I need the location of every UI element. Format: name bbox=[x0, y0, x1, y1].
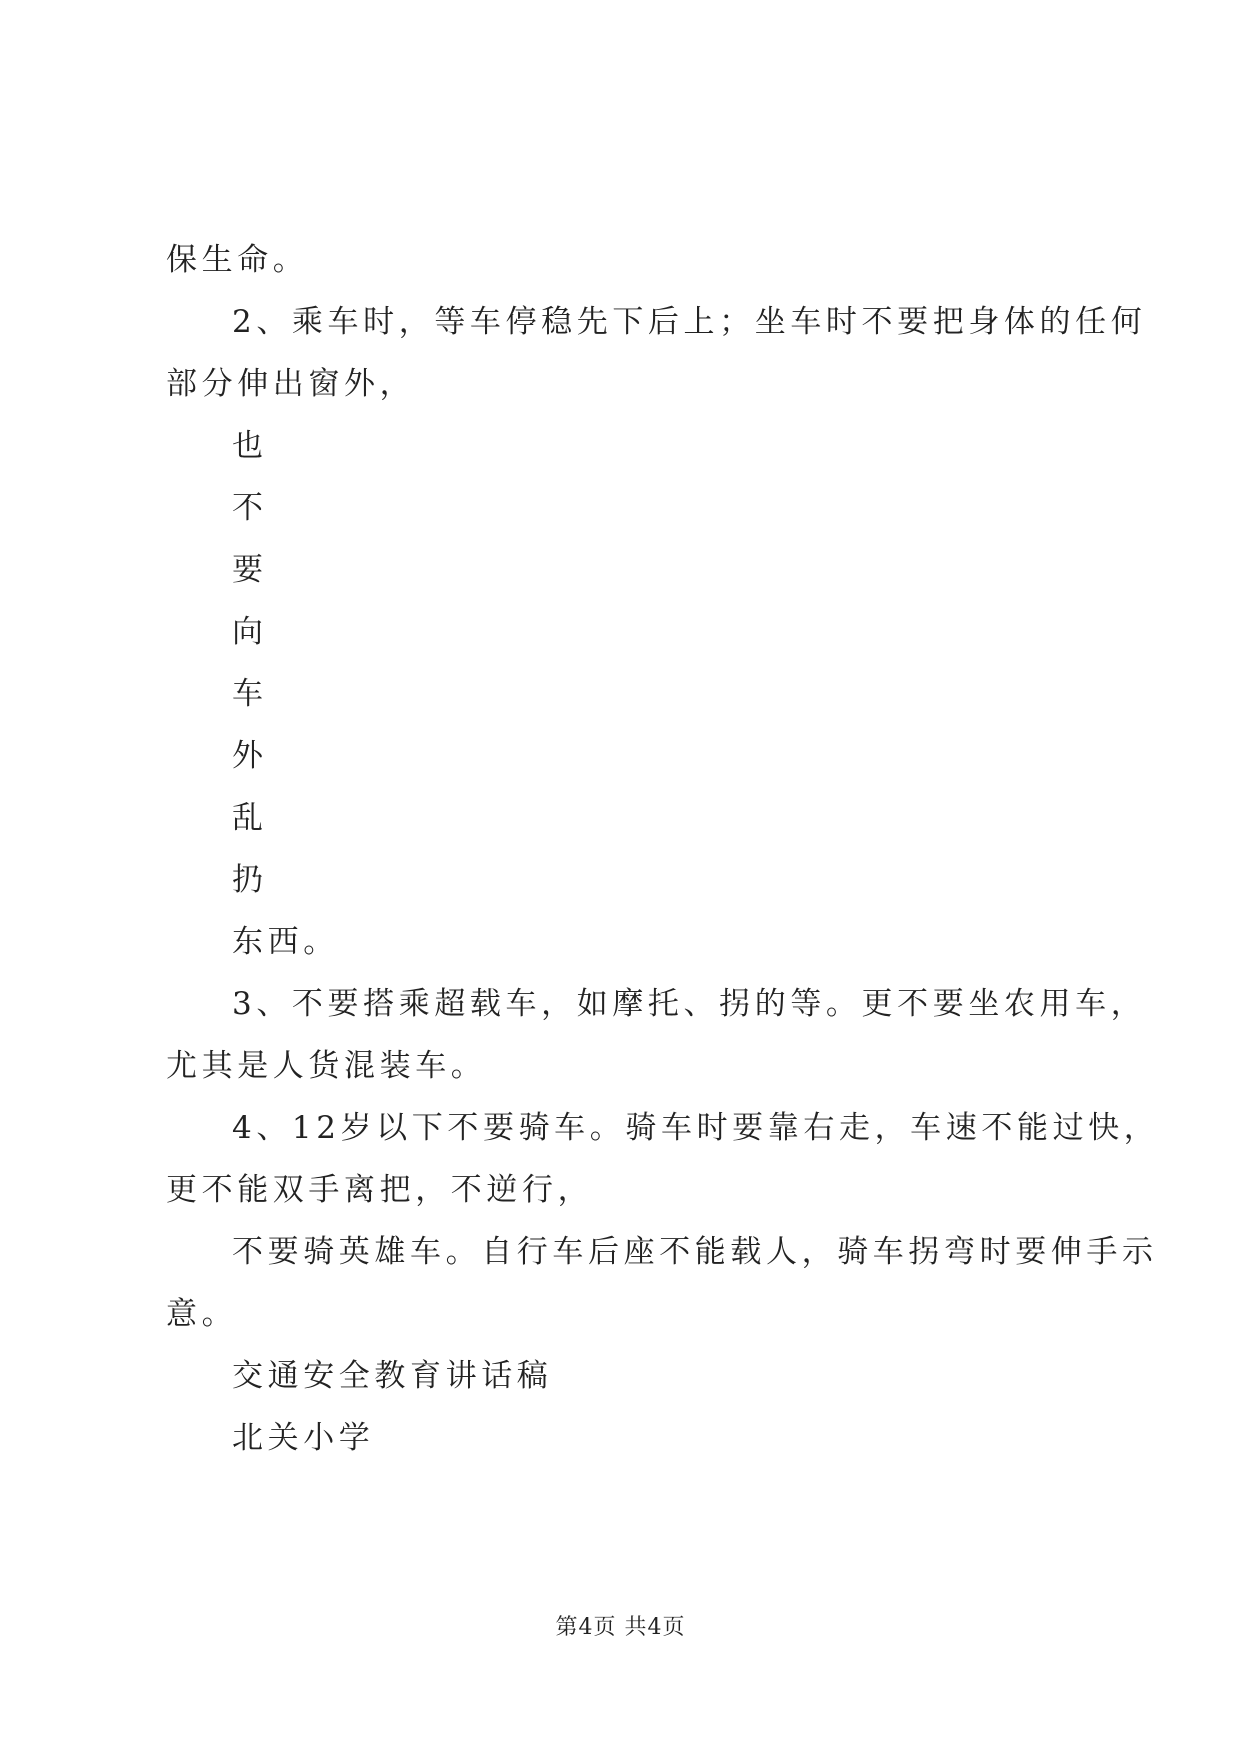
text-line: 意。 bbox=[166, 1296, 238, 1332]
text-line: 外 bbox=[232, 738, 268, 774]
text-line: 向 bbox=[232, 614, 268, 650]
text-line: 不要骑英雄车。自行车后座不能载人，骑车拐弯时要伸手示 bbox=[232, 1234, 1158, 1270]
text-line: 保生命。 bbox=[166, 242, 309, 278]
text-line: 车 bbox=[232, 676, 268, 712]
text-line: 更不能双手离把，不逆行， bbox=[166, 1172, 594, 1208]
text-line: 3、不要搭乘超载车，如摩托、拐的等。更不要坐农用车， bbox=[232, 986, 1147, 1022]
text-line: 东西。 bbox=[232, 924, 339, 960]
text-line: 扔 bbox=[232, 862, 268, 898]
text-line: 尤其是人货混装车。 bbox=[166, 1048, 487, 1084]
text-line: 部分伸出窗外， bbox=[166, 366, 416, 402]
text-line: 4、12岁以下不要骑车。骑车时要靠右走，车速不能过快， bbox=[232, 1110, 1160, 1146]
school-name: 北关小学 bbox=[232, 1420, 375, 1456]
text-line: 2、乘车时，等车停稳先下后上；坐车时不要把身体的任何 bbox=[232, 304, 1147, 340]
document-title: 交通安全教育讲话稿 bbox=[232, 1358, 553, 1394]
text-line: 乱 bbox=[232, 800, 268, 836]
text-line: 也 bbox=[232, 428, 268, 464]
page-footer: 第4页 共4页 bbox=[555, 1615, 686, 1640]
text-line: 要 bbox=[232, 552, 268, 588]
text-line: 不 bbox=[232, 490, 268, 526]
